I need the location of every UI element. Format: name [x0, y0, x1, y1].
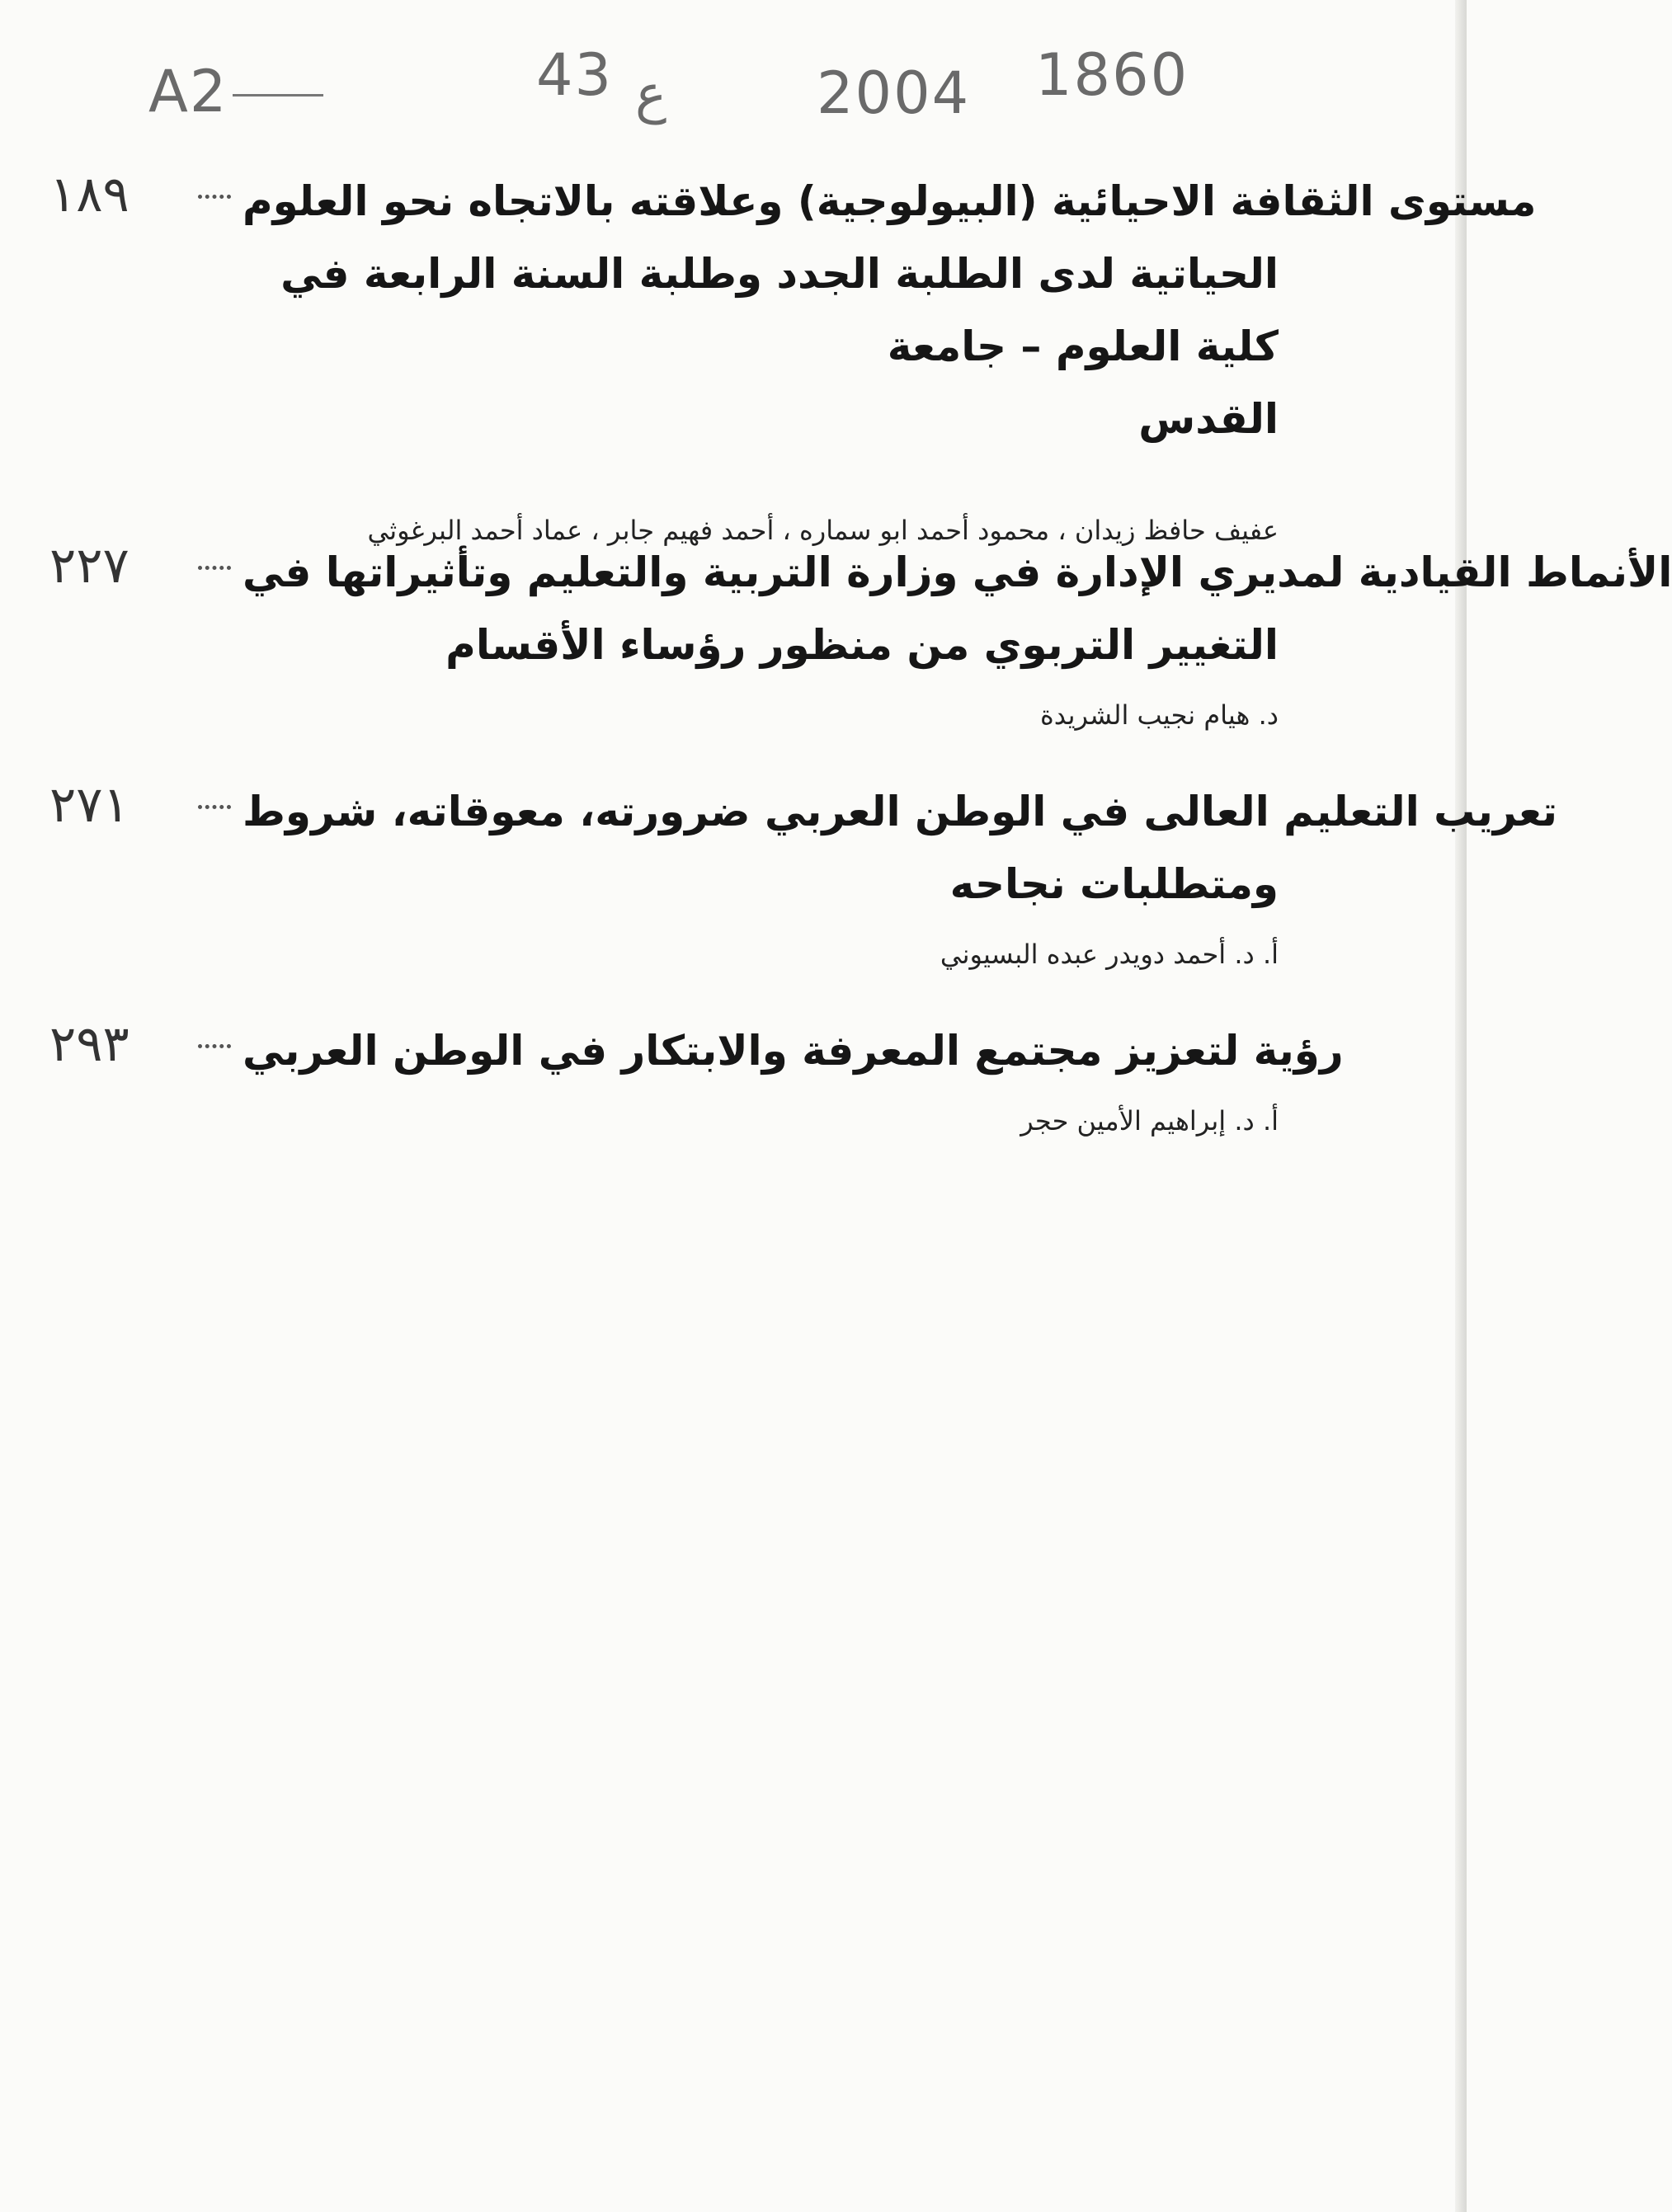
entry-author: د. هيام نجيب الشريدة — [1040, 699, 1279, 731]
handwritten-note-volume: 43 — [536, 41, 614, 109]
entry-title: الأنماط القيادية لمديري الإدارة في وزارة التربية والتعليم وتأثيراتها في — [243, 548, 1672, 596]
entry-title-continuation: الحياتية لدى الطلبة الجدد وطلبة السنة الرابعة في كلية العلوم – جامعة — [280, 250, 1279, 370]
entry-title-continuation: التغيير التربوي من منظور رؤساء الأقسام — [445, 621, 1279, 669]
dot-leader — [198, 536, 231, 570]
toc-entry[interactable] — [49, 536, 1672, 731]
page-number: ٢٧١ — [49, 776, 130, 834]
page-number: ٢٢٧ — [49, 537, 130, 595]
handwritten-note-number: 1860 — [1035, 41, 1189, 109]
entry-author: أ. د. أحمد دويدر عبده البسيوني — [940, 939, 1279, 970]
handwritten-note-issue: ع — [635, 64, 667, 125]
entry-author: عفيف حافظ زيدان ، محمود أحمد ابو سماره ، أحمد فهيم جابر ، عماد أحمد البرغوثي — [367, 515, 1279, 546]
entry-title: رؤية لتعزيز مجتمع المعرفة والابتكار في الوطن العربي — [243, 1027, 1344, 1075]
handwritten-note-a2: A2 — [148, 58, 323, 125]
toc-entry[interactable] — [49, 1014, 1344, 1137]
toc-entry[interactable] — [49, 165, 1537, 546]
entry-title: مستوى الثقافة الاحيائية (البيولوجية) وعلاقته بالاتجاه نحو العلوم — [243, 177, 1537, 225]
dot-leader — [198, 165, 231, 199]
page-number: ٢٩٣ — [49, 1015, 130, 1073]
handwritten-note-year: 2004 — [817, 59, 971, 127]
entry-title: تعريب التعليم العالى في الوطن العربي ضرورته، معوقاته، شروط — [243, 788, 1557, 835]
dot-leader — [198, 775, 231, 809]
entry-author: أ. د. إبراهيم الأمين حجر — [1020, 1105, 1279, 1137]
toc-entry[interactable] — [49, 775, 1557, 970]
entry-title-continuation: ومتطلبات نجاحه — [949, 860, 1279, 908]
page-number: ١٨٩ — [49, 166, 130, 224]
dot-leader — [198, 1014, 231, 1048]
entry-title-continuation: القدس — [1138, 395, 1279, 443]
